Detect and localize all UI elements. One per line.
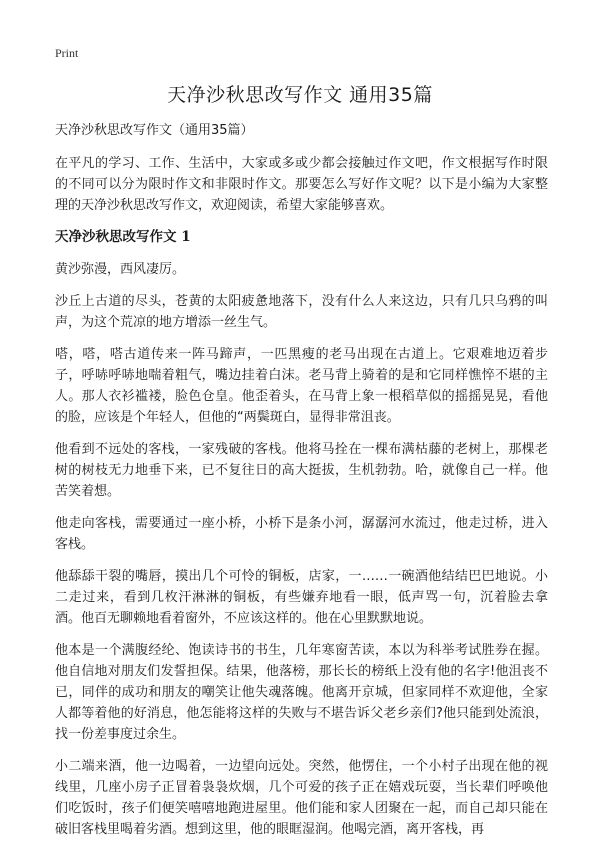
intro-paragraph: 在平凡的学习、工作、生活中，大家或多或少都会接触过作文吧，作文根据写作时限的不同可以分为限时作文和非限时作文。那要怎么写好作文呢？以下是小编为大家整理的天净沙秋思改写作文，欢迎阅读，希望大家能够喜欢。 — [55, 156, 548, 213]
paragraph-5: 他走向客栈，需要通过一座小桥，小桥下是条小河，潺潺河水流过，他走过桥，进入客栈。 — [55, 516, 548, 552]
paragraph-4: 他看到不远处的客栈，一家残破的客栈。他将马拴在一棵布满枯藤的老树上，那棵老树的树枝无力地垂下来，已不复往日的高大挺拔，生机勃勃。哈，就像自己一样。他苦笑着想。 — [55, 442, 548, 499]
paragraph-7: 他本是一个满腹经纶、饱读诗书的书生，几年寒窗苦读，本以为科举考试胜券在握。他自信地对朋友们发誓担保。结果，他落榜，那长长的榜纸上没有他的名字!他沮丧不已，同伴的成功和朋友的嘲笑让他失魂落魄。他离开京城，但家同样不欢迎他，全家人都等着他的好消息，他怎能将这样的失败与不堪告诉父老乡亲们?他只能到处流浪，找一份差事度过余生。 — [55, 643, 548, 742]
print-link[interactable]: Print — [55, 46, 79, 60]
section-heading: 天净沙秋思改写作文 1 — [55, 229, 191, 245]
paragraph-8: 小二端来酒，他一边喝着，一边望向远处。突然，他愣住，一个小村子出现在他的视线里，几座小房子正冒着袅袅炊烟，几个可爱的孩子正在嬉戏玩耍，当长辈们呼唤他们吃饭时，孩子们便笑嘻嘻地跑进屋里。他们能和家人团聚在一起，而自己却只能在破旧客栈里喝着劣酒。想到这里，他的眼眶湿润。他喝完酒，离开客栈，再 — [55, 759, 548, 837]
paragraph-6: 他舔舔干裂的嘴唇，摸出几个可怜的铜板，店家，一……一碗酒他结结巴巴地说。小二走过来，看到几枚汗淋淋的铜板，有些嫌弃地看一眼，低声骂一句，沉着脸去拿酒。他百无聊赖地看着窗外，不应该这样的。他在心里默默地说。 — [55, 569, 548, 626]
paragraph-1: 黄沙弥漫，西风凄厉。 — [55, 262, 186, 277]
article-subtitle: 天净沙秋思改写作文（通用35篇） — [55, 123, 254, 138]
paragraph-3: 嗒，嗒，嗒古道传来一阵马蹄声，一匹黑瘦的老马出现在古道上。它艰难地迈着步子，呼哧呼哧地喘着粗气，嘴边挂着白沫。老马背上骑着的是和它同样憔悴不堪的主人。那人衣衫褴褛，脸色仓皇。他歪着头，在马背上象一根稻草似的摇摇晃晃，看他的脸，应该是个年轻人，但他的“两鬓斑白，显得非常沮丧。 — [55, 347, 548, 425]
page-title: 天净沙秋思改写作文 通用35篇 — [167, 84, 433, 106]
paragraph-2: 沙丘上古道的尽头，苍黄的太阳疲惫地落下，没有什么人来这边，只有几只乌鸦的叫声，为这个荒凉的地方增添一丝生气。 — [55, 294, 548, 330]
article-body — [55, 120, 548, 851]
